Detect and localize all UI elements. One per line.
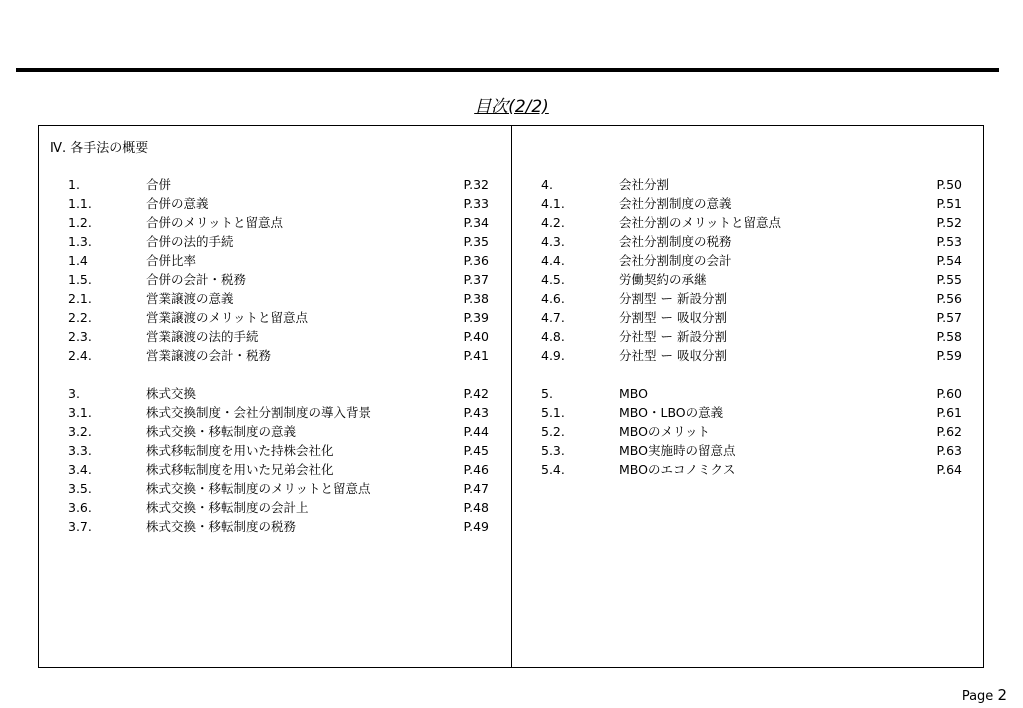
entry-title: 株式交換・移転制度の税務 (146, 519, 297, 534)
toc-entry[interactable] (523, 213, 971, 232)
entry-page: P.55 (936, 272, 962, 287)
page-title: 目次(2/2) (474, 97, 549, 117)
entry-title: 合併 (146, 177, 172, 192)
entry-page: P.57 (936, 310, 962, 325)
entry-number: 3.6. (68, 500, 92, 515)
entry-number: 4.1. (541, 196, 565, 211)
entry-page: P.34 (463, 215, 489, 230)
toc-entry[interactable] (50, 460, 498, 479)
toc-entry[interactable] (523, 422, 971, 441)
toc-entry[interactable] (50, 194, 498, 213)
toc-entry[interactable] (50, 498, 498, 517)
toc-entry[interactable] (523, 346, 971, 365)
toc-entry[interactable] (523, 308, 971, 327)
entry-title: MBO・LBOの意義 (619, 405, 724, 420)
toc-entry[interactable] (50, 517, 498, 536)
entry-number: 4.9. (541, 348, 565, 363)
entry-title: 会社分割のメリットと留意点 (619, 215, 782, 230)
entry-number: 3.3. (68, 443, 92, 458)
toc-entry[interactable] (523, 270, 971, 289)
toc-entry[interactable] (50, 422, 498, 441)
entry-title: 営業譲渡の法的手続 (146, 329, 259, 344)
entry-page: P.58 (936, 329, 962, 344)
entry-page: P.44 (463, 424, 489, 439)
entry-title: 合併の意義 (146, 196, 209, 211)
entry-page: P.60 (936, 386, 962, 401)
page-number (962, 686, 1007, 704)
entry-title: 労働契約の承継 (619, 272, 707, 287)
entry-title: MBOのメリット (619, 424, 710, 439)
toc-entry[interactable] (50, 327, 498, 346)
toc-entry[interactable] (50, 232, 498, 251)
column-divider (511, 125, 512, 668)
entry-title: 合併比率 (146, 253, 197, 268)
entry-number: 2.3. (68, 329, 92, 344)
entry-number: 1. (68, 177, 80, 192)
page-label: Page (961, 689, 994, 704)
entry-number: 4.4. (541, 253, 565, 268)
toc-entry[interactable] (50, 441, 498, 460)
entry-page: P.48 (463, 500, 489, 515)
entry-title: MBO実施時の留意点 (619, 443, 736, 458)
entry-page: P.38 (463, 291, 489, 306)
section-title: Ⅳ. 各手法の概要 (50, 141, 149, 156)
entry-page: P.33 (463, 196, 489, 211)
entry-page: P.59 (936, 348, 962, 363)
entry-page: P.61 (936, 405, 962, 420)
entry-number: 4.3. (541, 234, 565, 249)
toc-entry[interactable] (50, 175, 498, 194)
entry-page: P.64 (936, 462, 962, 477)
toc-left-column (50, 175, 498, 536)
toc-entry[interactable] (523, 460, 971, 479)
entry-page: P.62 (936, 424, 962, 439)
toc-entry[interactable] (523, 384, 971, 403)
entry-number: 3.1. (68, 405, 92, 420)
entry-number: 5.2. (541, 424, 565, 439)
entry-title: 会社分割制度の税務 (619, 234, 732, 249)
entry-number: 4.7. (541, 310, 565, 325)
entry-number: 5.4. (541, 462, 565, 477)
entry-number: 1.4 (68, 253, 88, 268)
entry-number: 3. (68, 386, 80, 401)
entry-page: P.32 (463, 177, 489, 192)
entry-page: P.36 (463, 253, 489, 268)
entry-title: 会社分割制度の会計 (619, 253, 732, 268)
entry-page: P.45 (463, 443, 489, 458)
entry-number: 4. (541, 177, 553, 192)
entry-title: 合併の法的手続 (146, 234, 234, 249)
entry-page: P.50 (936, 177, 962, 192)
entry-page: P.51 (936, 196, 962, 211)
entry-page: P.43 (463, 405, 489, 420)
entry-number: 5.1. (541, 405, 565, 420)
toc-entry[interactable] (50, 384, 498, 403)
top-rule (16, 68, 999, 72)
entry-title: 営業譲渡の意義 (146, 291, 234, 306)
entry-title: 営業譲渡のメリットと留意点 (146, 310, 309, 325)
entry-title: 株式移転制度を用いた持株会社化 (146, 443, 334, 458)
entry-title: 合併のメリットと留意点 (146, 215, 284, 230)
toc-entry[interactable] (50, 251, 498, 270)
entry-title: 株式交換制度・会社分割制度の導入背景 (146, 405, 372, 420)
entry-page: P.42 (463, 386, 489, 401)
toc-entry[interactable] (50, 346, 498, 365)
entry-title: 分社型 ー 新設分割 (619, 329, 727, 344)
toc-entry[interactable] (50, 479, 498, 498)
toc-entry[interactable] (50, 403, 498, 422)
toc-entry[interactable] (523, 251, 971, 270)
entry-title: 株式交換・移転制度のメリットと留意点 (146, 481, 371, 496)
entry-number: 3.4. (68, 462, 92, 477)
entry-page: P.41 (463, 348, 489, 363)
entry-number: 2.2. (68, 310, 92, 325)
toc-entry[interactable] (50, 308, 498, 327)
toc-entry[interactable] (523, 194, 971, 213)
entry-number: 1.3. (68, 234, 92, 249)
entry-number: 1.1. (68, 196, 92, 211)
entry-number: 4.2. (541, 215, 565, 230)
entry-page: P.63 (936, 443, 962, 458)
entry-page: P.56 (936, 291, 962, 306)
toc-entry[interactable] (523, 175, 971, 194)
entry-page: P.46 (463, 462, 489, 477)
entry-number: 5.3. (541, 443, 565, 458)
toc-entry[interactable] (50, 289, 498, 308)
entry-page: P.52 (936, 215, 962, 230)
entry-title: 株式交換・移転制度の会計上 (146, 500, 309, 515)
entry-number: 2.1. (68, 291, 92, 306)
entry-number: 3.2. (68, 424, 92, 439)
entry-page: P.53 (936, 234, 962, 249)
toc-entry[interactable] (50, 270, 498, 289)
entry-title: 会社分割 (619, 177, 670, 192)
entry-title: MBOのエコノミクス (619, 462, 736, 477)
entry-number: 4.5. (541, 272, 565, 287)
toc-entry[interactable] (523, 327, 971, 346)
page-number-value: 2 (997, 686, 1007, 704)
entry-number: 1.5. (68, 272, 92, 287)
entry-number: 4.6. (541, 291, 565, 306)
entry-page: P.49 (463, 519, 489, 534)
toc-entry[interactable] (50, 213, 498, 232)
entry-number: 2.4. (68, 348, 92, 363)
entry-title: 株式交換・移転制度の意義 (146, 424, 297, 439)
entry-title: 合併の会計・税務 (146, 272, 247, 287)
entry-number: 4.8. (541, 329, 565, 344)
entry-page: P.37 (463, 272, 489, 287)
entry-number: 3.7. (68, 519, 92, 534)
toc-entry[interactable] (523, 232, 971, 251)
entry-title: 分割型 ー 吸収分割 (619, 310, 727, 325)
entry-page: P.47 (463, 481, 489, 496)
entry-title: MBO (619, 386, 648, 401)
toc-entry[interactable] (523, 403, 971, 422)
toc-entry[interactable] (523, 441, 971, 460)
entry-page: P.54 (936, 253, 962, 268)
entry-title: 分社型 ー 吸収分割 (619, 348, 727, 363)
entry-title: 株式移転制度を用いた兄弟会社化 (146, 462, 334, 477)
entry-title: 会社分割制度の意義 (619, 196, 732, 211)
toc-entry[interactable] (523, 289, 971, 308)
entry-page: P.35 (463, 234, 489, 249)
entry-page: P.40 (463, 329, 489, 344)
entry-number: 1.2. (68, 215, 92, 230)
entry-number: 3.5. (68, 481, 92, 496)
toc-right-column (523, 175, 971, 479)
entry-title: 営業譲渡の会計・税務 (146, 348, 272, 363)
entry-page: P.39 (463, 310, 489, 325)
entry-title: 株式交換 (146, 386, 197, 401)
entry-title: 分割型 ー 新設分割 (619, 291, 727, 306)
entry-number: 5. (541, 386, 553, 401)
